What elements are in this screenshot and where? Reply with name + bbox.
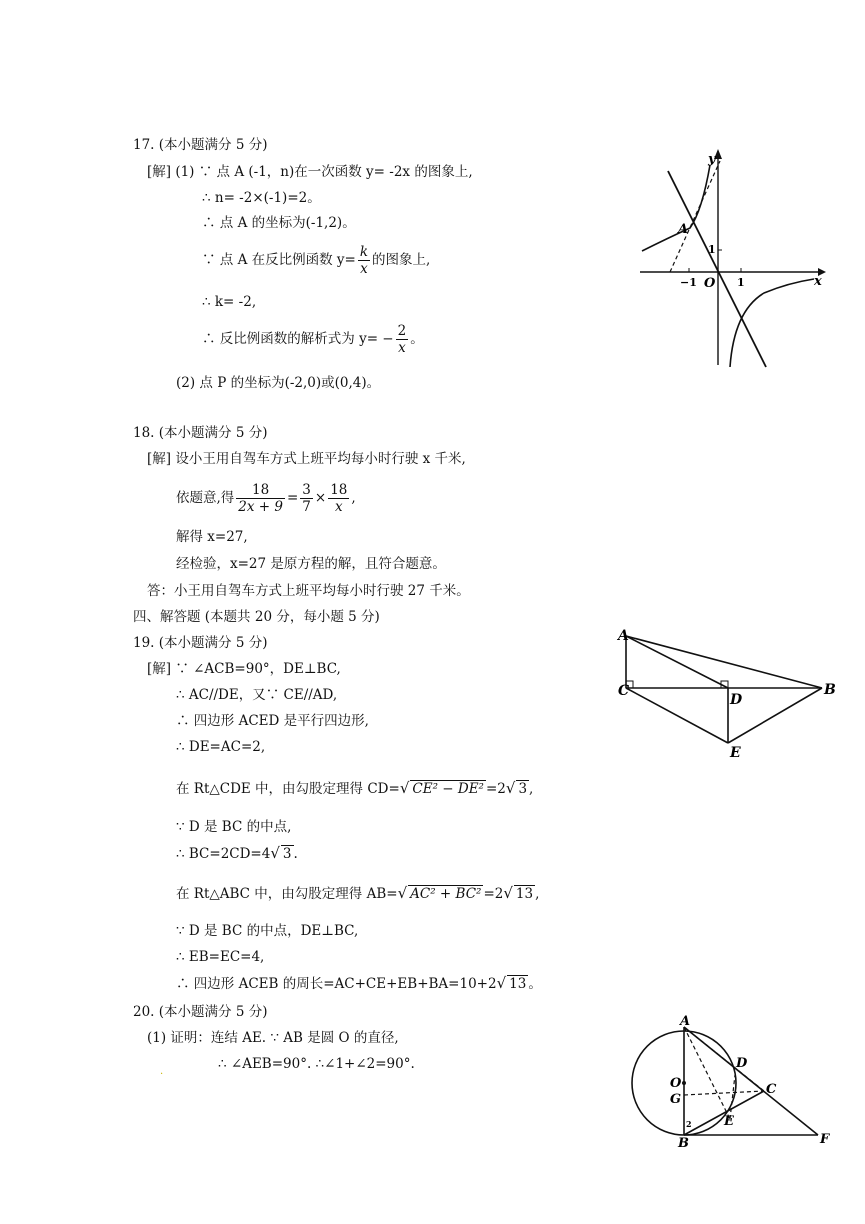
angle-2-label: 2 [686,1119,692,1129]
frac-denominator: x [334,499,343,515]
times-sign: × [314,490,327,506]
q19-line5-text: 在 Rt△CDE 中，由勾股定理得 CD= [176,781,400,797]
q17-line4 [202,244,430,277]
point-b-label: B [678,1136,689,1151]
comma: , [529,781,534,797]
fraction-2-over-x [396,323,409,356]
q20-line2: ∴ ∠AEB=90°. ∴∠1+∠2=90°. [218,1056,415,1072]
fraction-18-over-2x9 [236,482,285,515]
frac-denominator: 2x + 9 [238,499,283,515]
q19-header: 19. (本小题满分 5 分) [133,635,268,651]
point-a-label: A [680,1014,691,1029]
fraction-k-over-x [358,244,370,277]
q18-header: 18. (本小题满分 5 分) [133,425,268,441]
point-d-label: D [736,1056,748,1071]
q19-line9: ∵ D 是 BC 的中点，DE⊥BC, [176,923,359,939]
q17-line6-tail: 。 [410,331,424,347]
vertex-a-label: A [618,628,629,644]
point-a-label: A [678,222,689,237]
point-d-label: D [730,692,743,708]
margin-mark: . [160,1066,164,1077]
frac-denominator: x [360,261,368,277]
period: 。 [528,976,542,992]
center-o-label: O [670,1076,682,1091]
frac-numerator: 18 [236,482,285,499]
radicand-13: 13 [515,886,534,902]
point-f-label: F [820,1132,830,1147]
q17-line6 [202,323,424,356]
point-g-label: G [670,1092,682,1107]
origin-label: O [704,276,716,291]
radicand-ab: AC² + BC² [410,886,482,902]
tick-y-one: 1 [708,243,716,256]
q18-line5: 答：小王用自驾车方式上班平均每小时行驶 27 千米。 [147,583,470,599]
q20-line1: (1) 证明：连结 AE. ∵ AB 是圆 O 的直径, [147,1030,399,1046]
q19-line10: ∴ EB=EC=4, [176,949,265,965]
q19-line11 [176,974,542,993]
q17-line2: ∴ n= -2×(-1)=2。 [202,190,321,206]
q19-line11-text: ∴ 四边形 ACEB 的周长=AC+CE+EB+BA=10+2 [176,976,497,992]
fraction-18-over-x [328,482,349,515]
frac-denominator: 7 [302,499,311,515]
frac-numerator: 3 [302,482,311,498]
vertex-c-label: C [618,683,630,699]
frac-numerator: k [359,244,369,260]
frac-denominator: x [398,340,406,356]
point-c-label: C [766,1082,777,1097]
q18-line2 [176,482,356,515]
sqrt-sign: √ [505,779,516,797]
q19-line3: ∴ 四边形 ACED 是平行四边形, [176,713,369,729]
q17-line4-text: ∵ 点 A 在反比例函数 y= [202,252,356,268]
x-axis-label: x [814,274,822,289]
frac-numerator: 18 [330,482,348,498]
radicand-13: 13 [509,976,527,992]
period: . [293,846,298,862]
q18-line3: 解得 x=27, [176,529,248,545]
q18-line4: 经检验，x=27 是原方程的解，且符合题意。 [176,556,446,572]
q19-line8 [176,884,539,903]
q17-line5: ∴ k= -2, [202,294,257,310]
q19-line8-eq: =2 [483,886,504,902]
q19-line8-text: 在 Rt△ABC 中，由勾股定理得 AB= [176,886,398,902]
frac-numerator: 2 [397,323,407,339]
comma: , [351,490,356,506]
comma: , [535,886,540,902]
sqrt-sign: √ [270,844,280,862]
vertex-b-label: B [824,682,836,698]
q17-header: 17. (本小题满分 5 分) [133,137,268,153]
q18-equation-intro: 依题意,得 [176,490,235,506]
sqrt-sign: √ [399,779,410,797]
q17-line6-text: ∴ 反比例函数的解析式为 y= − [202,331,394,347]
q19-line2: ∴ AC//DE，又∵ CE//AD, [176,687,338,703]
figure-triangle-aced [612,622,842,764]
fraction-3-over-7 [300,482,313,515]
figure-function-graph [638,143,830,369]
q19-line5-eq: =2 [485,781,506,797]
radicand-cd: CE² − DE² [412,781,484,797]
equals-sign: = [286,490,299,506]
point-e-label: E [730,745,741,761]
radicand-3: 3 [282,846,292,862]
y-axis-label: y [708,152,716,167]
sqrt-sign: √ [397,884,408,902]
q19-line7 [176,844,298,863]
q17-line3: ∴ 点 A 的坐标为(-1,2)。 [202,215,356,231]
section-four-heading: 四、解答题 (本题共 20 分，每小题 5 分) [133,609,380,625]
sqrt-sign: √ [496,974,507,992]
q19-line1: [解] ∵ ∠ACB=90°，DE⊥BC, [147,661,341,677]
q17-line7: (2) 点 P 的坐标为(-2,0)或(0,4)。 [176,375,381,391]
figure-circle-tangent [622,1013,842,1153]
q19-line5 [176,779,533,798]
q20-header: 20. (本小题满分 5 分) [133,1004,268,1020]
radicand-3: 3 [518,781,528,797]
tick-plus-one: 1 [737,276,745,289]
tick-minus-one: −1 [680,276,697,289]
q19-line7-text: ∴ BC=2CD=4 [176,846,271,862]
q19-line6: ∵ D 是 BC 的中点, [176,819,292,835]
q17-line4-tail: 的图象上, [372,252,431,268]
q17-line1: [解] (1) ∵ 点 A (-1，n)在一次函数 y= -2x 的图象上, [147,164,473,180]
sqrt-sign: √ [503,884,513,902]
q19-line4: ∴ DE=AC=2, [176,739,266,755]
q18-line1: [解] 设小王用自驾车方式上班平均每小时行驶 x 千米, [147,451,466,467]
point-e-label: E [724,1114,734,1129]
